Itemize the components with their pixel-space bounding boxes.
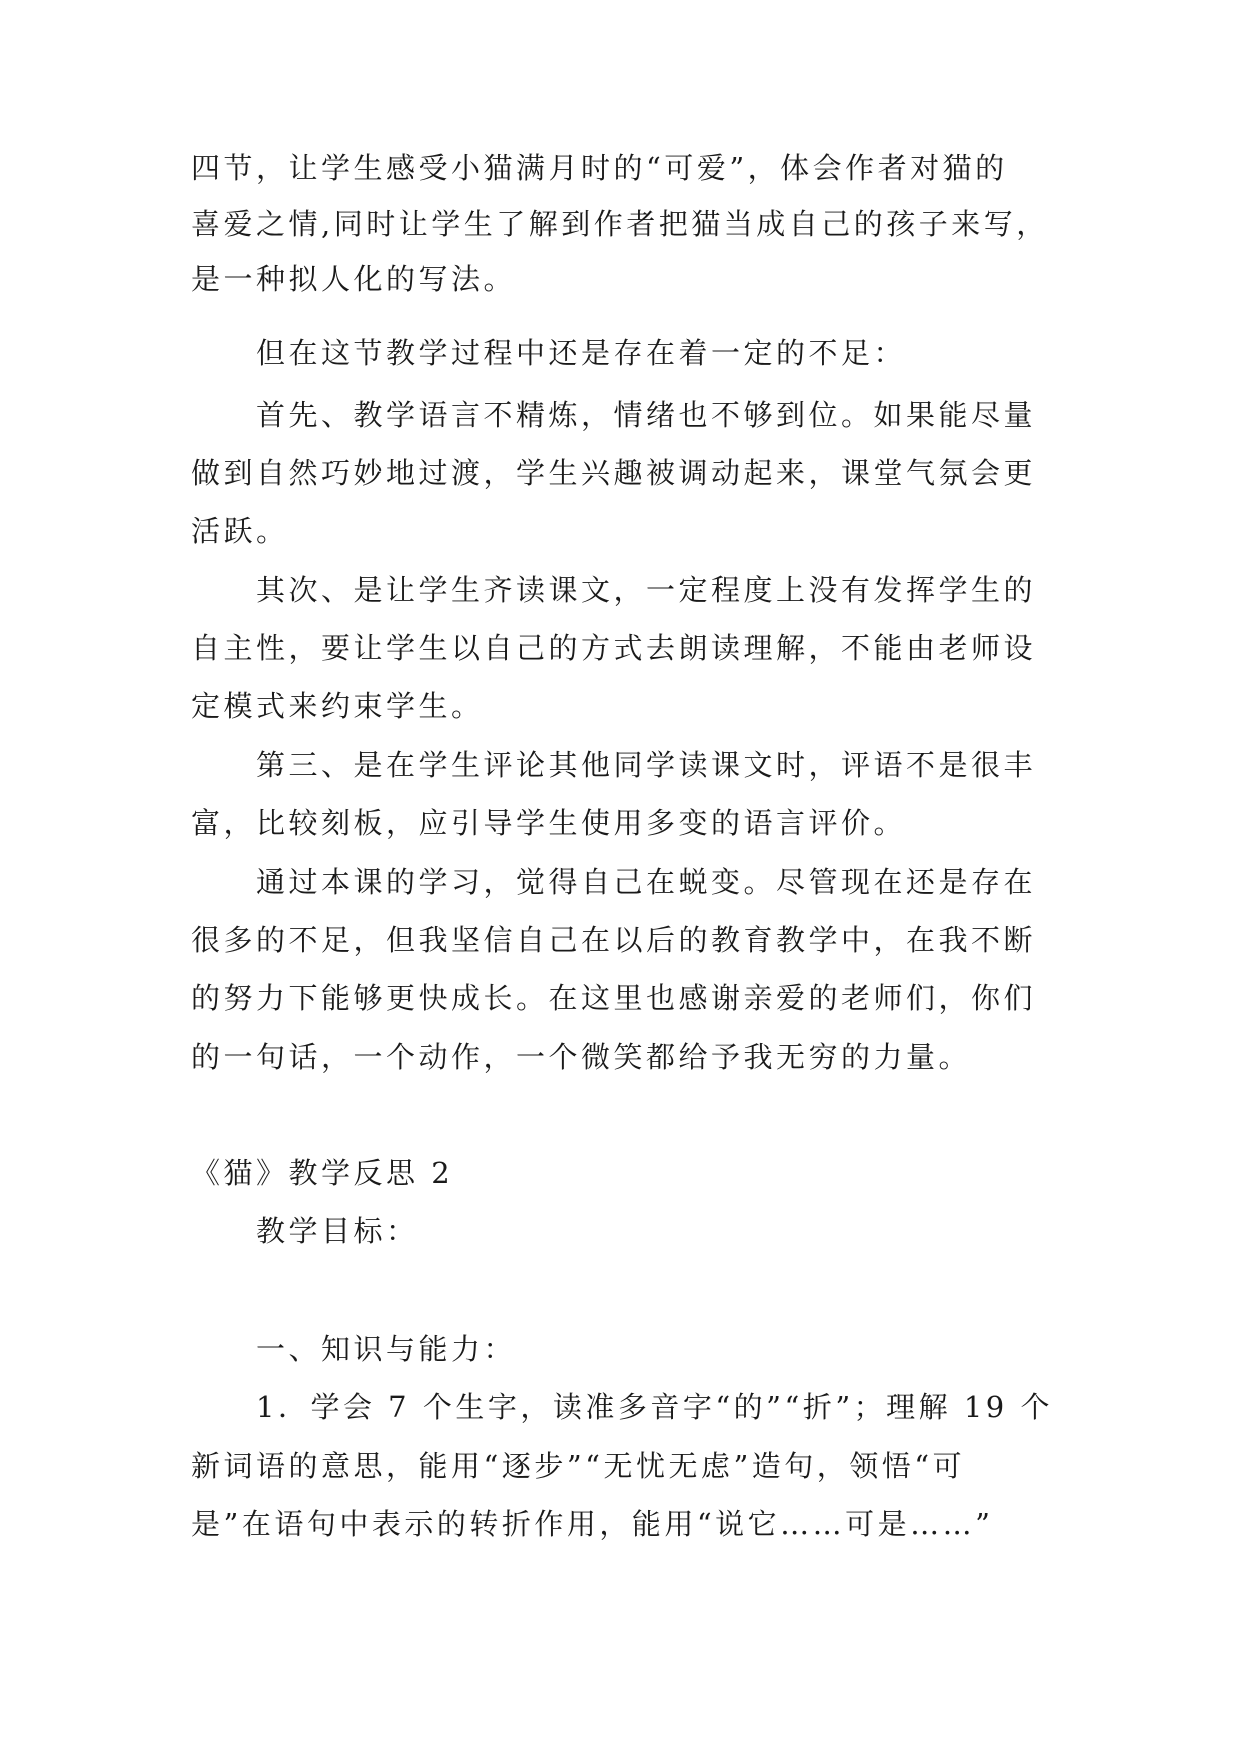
list-item-line: 1．学会 7 个生字，读准多音字“的”“折”；理解 19 个 [256,1390,1053,1424]
text-line: 的一句话，一个动作，一个微笑都给予我无穷的力量。 [191,1040,972,1074]
text-line: 通过本课的学习，觉得自己在蜕变。尽管现在还是存在 [256,865,1037,899]
text-line: 喜爱之情,同时让学生了解到作者把猫当成自己的孩子来写， [191,207,1049,241]
text-line: 第三、是在学生评论其他同学读课文时，评语不是很丰 [256,748,1037,782]
text-line: 四节，让学生感受小猫满月时的“可爱”，体会作者对猫的 [191,151,1008,185]
section-title: 《猫》教学反思 2 [191,1156,454,1190]
text-line: 其次、是让学生齐读课文，一定程度上没有发挥学生的 [256,573,1037,607]
subheading: 一、知识与能力： [256,1332,517,1366]
text-line: 活跃。 [191,514,289,548]
text-line: 但在这节教学过程中还是存在着一定的不足： [256,336,907,370]
text-line: 很多的不足，但我坚信自己在以后的教育教学中，在我不断 [191,923,1037,957]
text-line: 的努力下能够更快成长。在这里也感谢亲爱的老师们，你们 [191,981,1037,1015]
text-line: 定模式来约束学生。 [191,689,484,723]
list-item-line: 是”在语句中表示的转折作用，能用“说它……可是……” [191,1507,994,1541]
text-line: 富，比较刻板，应引导学生使用多变的语言评价。 [191,806,907,840]
objectives-heading: 教学目标： [256,1214,419,1248]
text-line: 自主性，要让学生以自己的方式去朗读理解，不能由老师设 [191,631,1037,665]
text-line: 做到自然巧妙地过渡，学生兴趣被调动起来，课堂气氛会更 [191,456,1037,490]
text-line: 首先、教学语言不精炼，情绪也不够到位。如果能尽量 [256,398,1037,432]
list-item-line: 新词语的意思，能用“逐步”“无忧无虑”造句，领悟“可 [191,1449,966,1483]
text-line: 是一种拟人化的写法。 [191,262,517,296]
